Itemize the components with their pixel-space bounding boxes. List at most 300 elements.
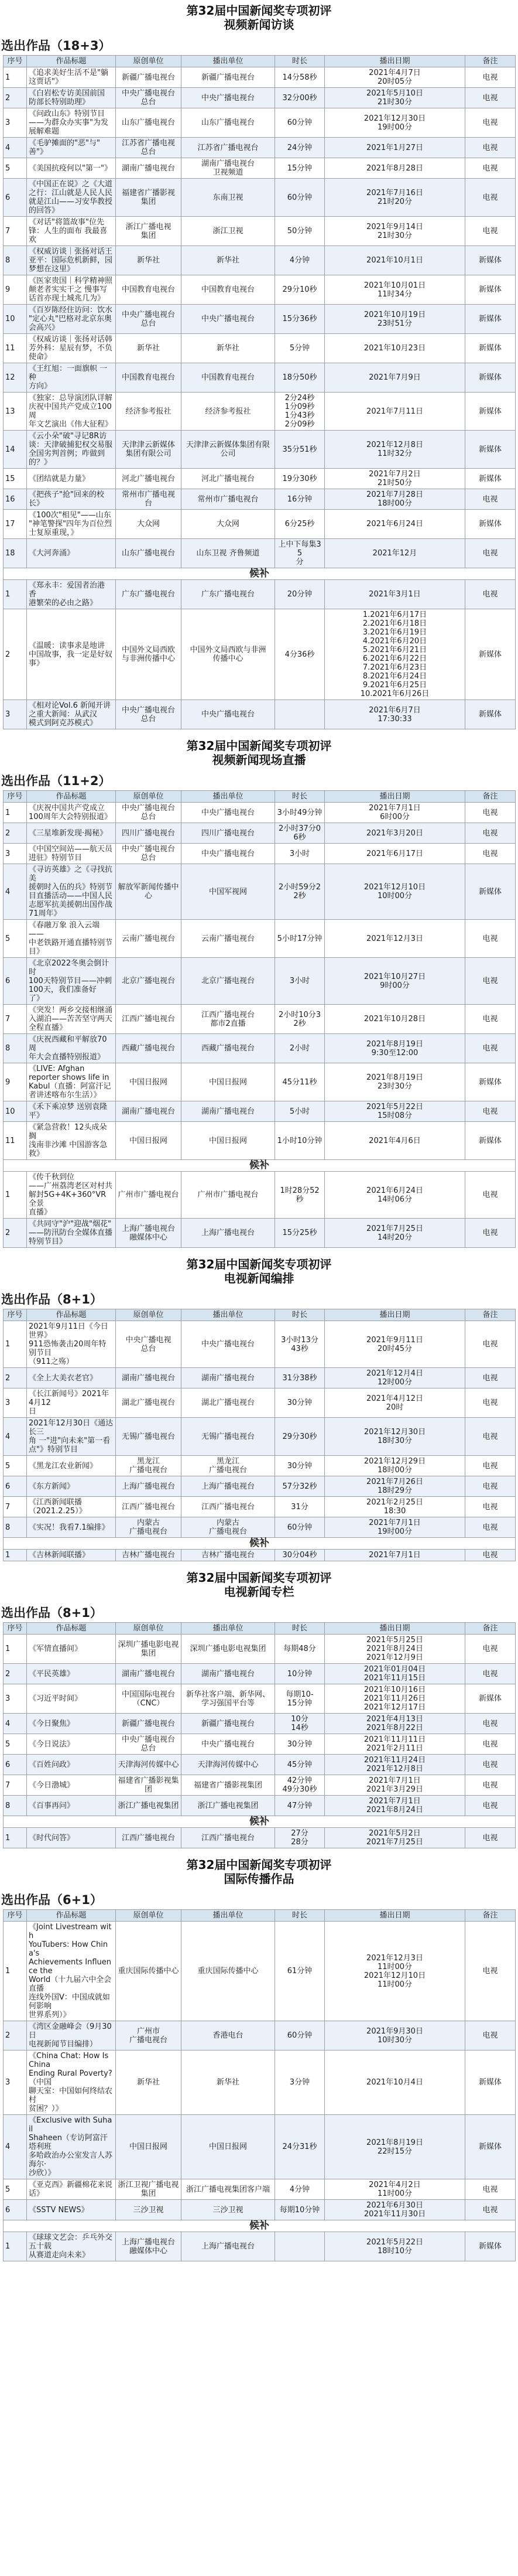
column-header: 播出单位 [181,56,275,67]
original-unit: 河北广播电视台 [116,469,181,489]
row-index: 8 [4,1796,27,1816]
duration [275,700,325,729]
duration: 19分30秒 [275,469,325,489]
remark: 新媒体 [465,393,516,431]
alternates-label: 候补 [4,2220,516,2232]
remark: 电视 [465,1321,516,1368]
broadcast-unit: 山东卫视 齐鲁频道 [181,539,275,568]
column-header: 序号 [4,1623,27,1635]
work-title: 《军情直播间》 [27,1635,116,1664]
broadcast-unit: 中国军视网 [181,864,275,920]
work-title: 《问政山东》特别节目 ——为群众办实事"为发 展解难题 [27,108,116,138]
row-index: 12 [4,363,27,393]
broadcast-unit: 西藏广播电视台 [181,1034,275,1063]
remark: 电视 [465,1828,516,1848]
work-title: 2021年9月11日《今日世界》 911恐怖袭击20周年特别节目 （911之殇） [27,1321,116,1368]
section-divider [0,729,518,735]
broadcast-date: 2021年12月 [325,539,465,568]
duration: 30分04秒 [275,1550,325,1561]
table-row [4,1517,516,1538]
section-title: 第32届中国新闻奖专项初评 [186,1858,332,1872]
works-table [3,790,516,1248]
award-section [0,1858,518,2267]
broadcast-date: 2021年6月7日 17:30:33 [325,700,465,729]
broadcast-date: 2021年4月12日 20时 [325,1388,465,1418]
broadcast-date: 2021年12月3日 11时00分 2021年12月10日 11时00分 [325,1922,465,2021]
column-header: 备注 [465,1910,516,1922]
alternates-header [4,1816,516,1828]
award-section [0,1571,518,1854]
work-title: 《温暖：读事求是地讲 中国故事，我一定是好奴 事》 [27,609,116,700]
duration: 60分钟 [275,1517,325,1538]
remark: 电视 [465,1635,516,1664]
work-title: 《SSTV NEWS》 [27,2200,116,2220]
broadcast-unit: 中国日报网 [181,2115,275,2179]
remark: 新媒体 [465,609,516,700]
work-title: 《相对论Vol.6 新闻开讲 之重大新闻：从武汉 模式到阿克苏模式》 [27,700,116,729]
award-section [0,4,518,735]
section-title: 第32届中国新闻奖专项初评 [186,4,332,18]
duration: 24分31秒 [275,2115,325,2179]
column-header: 时长 [275,1309,325,1321]
broadcast-unit: 无锡广播电视台 [181,1418,275,1456]
work-title: 《Exclusive with Suhail Shaheen（专访阿富汗塔利班 多哈政治办公室发言人苏海尔· 沙欣）》 [27,2115,116,2179]
table-row [4,393,516,431]
original-unit: 福建省广播影视 集团 [116,179,181,217]
table-row [4,539,516,568]
remark: 电视 [465,158,516,179]
broadcast-date: 2021年5月22日 18时10分 [325,2232,465,2261]
broadcast-date: 2021年7月9日 [325,363,465,393]
work-title: 《郑永丰：爱国者治港 香 港繁荣的必由之路》 [27,580,116,609]
row-index: 11 [4,334,27,363]
broadcast-unit: 山东广播电视台 [181,108,275,138]
column-header: 时长 [275,1910,325,1922]
table-row [4,1418,516,1456]
table-row [4,2050,516,2115]
original-unit: 中国日报网 [116,2115,181,2179]
column-header: 播出日期 [325,1623,465,1635]
remark: 电视 [465,1664,516,1684]
work-title: 《对话"将篮故事"位先 锋：人生的面布 我最喜欢 [27,217,116,246]
original-unit: 常州市广播电视 台 [116,489,181,510]
duration: 61分钟 [275,1922,325,2021]
broadcast-date: 2021年7月2日 21时50分 [325,469,465,489]
duration: 2小时59分22秒 [275,864,325,920]
broadcast-unit: 中国日报网 [181,1063,275,1101]
original-unit: 内蒙古 广播电视台 [116,1517,181,1538]
table-row [4,958,516,1005]
selected-count: 选出作品（18+3） [1,39,111,53]
broadcast-date: 2021年7月25日 14时20分 [325,1219,465,1248]
original-unit: 无锡广播电视台 [116,1418,181,1456]
row-index: 1 [4,580,27,609]
remark: 新媒体 [465,363,516,393]
row-index: 5 [4,1734,27,1755]
row-index: 7 [4,1005,27,1034]
broadcast-unit: 黑龙江 广播电视台 [181,1456,275,1476]
remark: 电视 [465,1550,516,1561]
broadcast-unit: 天津津云新媒体集团有限 公司 [181,431,275,469]
broadcast-date: 2021年2月25日 18:30 [325,1497,465,1517]
remark: 新媒体 [465,700,516,729]
remark: 电视 [465,823,516,844]
remark: 新媒体 [465,334,516,363]
table-row [4,510,516,539]
duration: 4分钟 [275,2179,325,2200]
original-unit: 中国日报网 [116,1122,181,1160]
table-row [4,246,516,275]
broadcast-date: 2021年11月24日 2021年12月8日 [325,1755,465,1775]
broadcast-date: 2021年12月10日 10时00分 [325,864,465,920]
original-unit: 北京广播电视台 [116,958,181,1005]
row-index: 1 [4,1321,27,1368]
broadcast-date: 2021年10月27日 9时00分 [325,958,465,1005]
table-row [4,469,516,489]
remark: 电视 [465,1476,516,1497]
remark: 电视 [465,539,516,568]
duration: 每期10- 15分钟 [275,1684,325,1714]
remark: 电视 [465,1368,516,1388]
broadcast-unit: 三沙卫视 [181,2200,275,2220]
table-row [4,1101,516,1122]
broadcast-unit: 重庆国际传播中心 [181,1922,275,2021]
duration: 31分 [275,1497,325,1517]
row-index: 4 [4,864,27,920]
column-header: 序号 [4,56,27,67]
work-title: 《大河奔涌》 [27,539,116,568]
original-unit: 中央广播电视台 总台 [116,803,181,823]
work-title: 《团结就是力量》 [27,469,116,489]
table-row [4,2200,516,2220]
broadcast-unit: 中央广播电视台 [181,700,275,729]
remark: 电视 [465,1517,516,1538]
broadcast-unit: 大众网 [181,510,275,539]
broadcast-date: 2021年5月2日 2021年7月25日 [325,1828,465,1848]
duration: 32分00秒 [275,88,325,108]
broadcast-unit: 浙江广播电视集团 [181,1796,275,1816]
remark: 新媒体 [465,1063,516,1101]
column-header: 原创单位 [116,1910,181,1922]
broadcast-date: 2021年5月22日 15时08分 [325,1101,465,1122]
work-title: 《湾区金融峰会（9月30日 电视新闻节目编排） [27,2021,116,2050]
table-row [4,1476,516,1497]
broadcast-unit: 中央广播电视台 [181,88,275,108]
broadcast-unit: 广东广播电视台 [181,580,275,609]
selected-count: 选出作品（11+2） [1,774,111,788]
original-unit: 浙江广播电视集团 [116,1796,181,1816]
broadcast-date: 2021年7月1日 2021年8月24日 [325,1796,465,1816]
table-row [4,179,516,217]
row-index: 2 [4,1219,27,1248]
table-row [4,1172,516,1219]
table-row [4,217,516,246]
broadcast-unit: 福建省广播影视集团 [181,1775,275,1796]
row-index: 3 [4,1684,27,1714]
broadcast-date: 2021年3月20日 [325,823,465,844]
duration: 24分钟 [275,138,325,158]
table-row [4,431,516,469]
duration: 47分钟 [275,1796,325,1816]
column-header: 播出单位 [181,1623,275,1635]
table-row [4,1755,516,1775]
broadcast-unit: 江苏省广播电视台 [181,138,275,158]
broadcast-date: 2021年8月28日 [325,158,465,179]
remark: 电视 [465,108,516,138]
broadcast-unit: 云南广播电视台 [181,920,275,958]
row-index: 3 [4,700,27,729]
original-unit: 湖南广播电视台 [116,158,181,179]
duration: 2小时 [275,1034,325,1063]
table-row [4,920,516,958]
broadcast-unit: 中国日报网 [181,1122,275,1160]
duration: 10分钟 [275,1664,325,1684]
duration: 30分钟 [275,1388,325,1418]
duration: 57分32秒 [275,1476,325,1497]
original-unit: 中国外文局西欧 与非洲传播中心 [116,609,181,700]
original-unit: 中国国际电视台 （CNC） [116,1684,181,1714]
column-header: 播出日期 [325,1309,465,1321]
broadcast-date: 2021年10月01日 11时34分 [325,275,465,305]
table-row [4,1714,516,1734]
work-title: 《把孩子"抢"回来的校 长》 [27,489,116,510]
duration: 3分钟 [275,2050,325,2115]
work-title: 《北京2022冬奥会倒计时 100天特别节目——冲刺 100天，我们准备好 了》 [27,958,116,1005]
original-unit: 福建省广播影视集团 [116,1775,181,1796]
broadcast-date: 2021年7月1日 2021年3月29日 [325,1775,465,1796]
broadcast-unit: 天津海河传媒中心 [181,1755,275,1775]
award-section [0,739,518,1254]
remark: 新媒体 [465,305,516,334]
remark: 电视 [465,1219,516,1248]
broadcast-unit: 新华社 [181,2050,275,2115]
duration: 1时28分52秒 [275,1172,325,1219]
broadcast-date: 2021年11月11日 2021年2月11日 [325,1734,465,1755]
works-table [3,55,516,729]
original-unit: 大众网 [116,510,181,539]
broadcast-date: 2021年9月14日 21时30分 [325,217,465,246]
work-title: 《寻访英雄》之《寻找抗美 援朝时入伍的兵》特别节 目直播活动——中国人民 志愿军抗美援朝出国作战 71周年》 [27,864,116,920]
original-unit: 中央广播电视台 总台 [116,305,181,334]
broadcast-unit: 内蒙古 广播电视台 [181,1517,275,1538]
original-unit: 天津津云新媒体 集团有限公司 [116,431,181,469]
row-index: 6 [4,179,27,217]
header-row [4,1910,516,1922]
duration: 45分11秒 [275,1063,325,1101]
works-table [3,1622,516,1848]
duration: 16分钟 [275,489,325,510]
broadcast-date: 2021年4月2日 11时00分 [325,2179,465,2200]
broadcast-unit: 新疆广播电视台 [181,1714,275,1734]
table-row [4,1497,516,1517]
original-unit: 中央广播电视 总台 [116,1321,181,1368]
broadcast-date: 2021年6月17日 [325,844,465,864]
remark: 电视 [465,2021,516,2050]
broadcast-unit: 东南卫视 [181,179,275,217]
broadcast-unit: 广州市广播电视台 [181,1172,275,1219]
broadcast-date: 2021年7月26日 18时29分 [325,1476,465,1497]
column-header: 序号 [4,1910,27,1922]
row-index: 10 [4,305,27,334]
remark: 电视 [465,1418,516,1456]
table-row [4,1635,516,1664]
broadcast-date: 2021年4月13日 2021年8月22日 [325,1714,465,1734]
original-unit: 中央广播电视台 总台 [116,700,181,729]
original-unit: 浙江卫视广播电视 集团 [116,2179,181,2200]
column-header: 原创单位 [116,1623,181,1635]
row-index: 13 [4,393,27,431]
broadcast-date: 2021年5月25日 2021年8月24日 2021年12月9日 [325,1635,465,1664]
table-row [4,1388,516,1418]
duration: 42分钟 49分30秒 [275,1775,325,1796]
broadcast-unit: 新疆广播电视台 [181,67,275,88]
table-row [4,1796,516,1816]
column-header: 作品标题 [27,1623,116,1635]
duration: 31分38秒 [275,1368,325,1388]
remark: 电视 [465,1034,516,1063]
selected-count: 选出作品（6+1） [1,1893,102,1907]
original-unit: 中央广播电视台 总台 [116,1734,181,1755]
column-header: 作品标题 [27,56,116,67]
award-section [0,1257,518,1567]
work-title: 《今日聚焦》 [27,1714,116,1734]
duration: 5小时 [275,1101,325,1122]
broadcast-unit: 中国外文局西欧与非洲 传播中心 [181,609,275,700]
original-unit: 中国教育电视台 [116,363,181,393]
column-header: 播出单位 [181,1910,275,1922]
duration: 1小时10分钟 [275,1122,325,1160]
column-header: 时长 [275,1623,325,1635]
work-title: 《江西新闻联播 （2021.2.25）》 [27,1497,116,1517]
column-header: 播出日期 [325,1910,465,1922]
table-row [4,88,516,108]
work-title: 《紧急营救！12头成朵搁 浅南非沙滩 中国游客急 救》 [27,1122,116,1160]
work-title: 《独家：总导演团队详解 庆祝中国共产党成立100周 年文艺演出《伟大征程》 [27,393,116,431]
broadcast-date: 2021年6月24日 [325,510,465,539]
duration [275,2232,325,2261]
work-title: 《庆祝西藏和平解放70周 年大会直播特别报道》 [27,1034,116,1063]
alternates-header [4,1538,516,1550]
row-index: 4 [4,138,27,158]
work-title: 《传千秋到位 ——广州荔湾老区对村共 解封5G+4K+360°VR全景 直播》 [27,1172,116,1219]
table-row [4,844,516,864]
original-unit: 四川广播电视台 [116,823,181,844]
broadcast-date: 2021年4月6日 [325,1122,465,1160]
alternates-header [4,568,516,580]
duration: 14分58秒 [275,67,325,88]
broadcast-unit: 湖南广播电视台 [181,1101,275,1122]
row-index: 1 [4,1172,27,1219]
row-index: 6 [4,1476,27,1497]
row-index: 9 [4,275,27,305]
original-unit: 山东广播电视台 [116,108,181,138]
duration: 3小时13分 43秒 [275,1321,325,1368]
row-index: 1 [4,1922,27,2021]
remark: 新媒体 [465,246,516,275]
remark: 新媒体 [465,2115,516,2179]
work-title: 《球球文艺会：乒乓外交五十载 从赛道走向未来》 [27,2232,116,2261]
column-header: 时长 [275,56,325,67]
work-title: 《百事再问》 [27,1796,116,1816]
section-subtitle: 视频新闻访谈 [224,18,294,32]
duration: 30分钟 [275,1734,325,1755]
broadcast-date: 2021年7月1日 19时00分 [325,1517,465,1538]
work-title: 《百姓问政》 [27,1755,116,1775]
original-unit: 三沙卫视 [116,2200,181,2220]
broadcast-date: 2021年10月1日 [325,246,465,275]
work-title: 《云小朵"破"寻记8R访 谈：天津破捕犯权交易服 全国劣判首例；咋做到 的？》 [27,431,116,469]
duration: 15分36秒 [275,305,325,334]
table-row [4,2179,516,2200]
table-row [4,67,516,88]
row-index: 9 [4,1063,27,1101]
header-row [4,791,516,803]
original-unit: 新疆广播电视台 [116,1714,181,1734]
row-index: 6 [4,2200,27,2220]
column-header: 作品标题 [27,1309,116,1321]
table-row [4,2115,516,2179]
broadcast-unit: 中国教育电视台 [181,363,275,393]
broadcast-unit: 湖北广播电视台 [181,1388,275,1418]
broadcast-unit: 新华社 [181,334,275,363]
table-row [4,1456,516,1476]
remark: 新媒体 [465,2050,516,2115]
broadcast-unit: 江西广播电视台 [181,1828,275,1848]
broadcast-unit: 中央广播电视台 [181,305,275,334]
broadcast-unit: 中央广播电视台 [181,803,275,823]
broadcast-unit: 新华社客户端、新华网、 学习强国平台等 [181,1684,275,1714]
table-row [4,1321,516,1368]
row-index: 10 [4,1101,27,1122]
broadcast-date: 2021年5月10日 21时30分 [325,88,465,108]
works-table [3,1909,516,2261]
broadcast-date: 2021年9月30日 10时30分 [325,2021,465,2050]
broadcast-date: 2021年1月27日 [325,138,465,158]
column-header: 作品标题 [27,1910,116,1922]
column-header: 播出单位 [181,1309,275,1321]
remark: 电视 [465,1734,516,1755]
broadcast-unit: 北京广播电视台 [181,958,275,1005]
section-divider [0,1248,518,1254]
duration: 上中下每集35 分 [275,539,325,568]
broadcast-unit: 江西广播电视台 都市2直播 [181,1005,275,1034]
alternates-header [4,1160,516,1172]
duration: 60分钟 [275,179,325,217]
work-title: 《平民英雄》 [27,1664,116,1684]
section-subtitle: 电视新闻编排 [224,1271,294,1285]
row-index: 8 [4,246,27,275]
duration: 3小时 [275,958,325,1005]
row-index: 3 [4,108,27,138]
selected-count: 选出作品（8+1） [1,1292,102,1306]
duration: 15分25秒 [275,1219,325,1248]
broadcast-date: 2021年8月19日 23时30分 [325,1063,465,1101]
row-index: 16 [4,489,27,510]
broadcast-date: 2021年8月19日 9:30至12:00 [325,1034,465,1063]
original-unit: 广州市广播电视台 [116,1172,181,1219]
original-unit: 中央广播电视台 总台 [116,88,181,108]
broadcast-unit: 浙江卫视 [181,217,275,246]
broadcast-date: 2021年6月30日 2021年11月30日 [325,2200,465,2220]
work-title: 《权威访谈｜张扬对话韩 芳外科：星辰有梦，不负 使命》 [27,334,116,363]
table-row [4,1219,516,1248]
original-unit: 解放军新闻传播中 心 [116,864,181,920]
alternates-label: 候补 [4,1160,516,1172]
duration: 35分51秒 [275,431,325,469]
work-title: 《习近平时间》 [27,1684,116,1714]
duration: 4分钟 [275,246,325,275]
row-index: 3 [4,1388,27,1418]
